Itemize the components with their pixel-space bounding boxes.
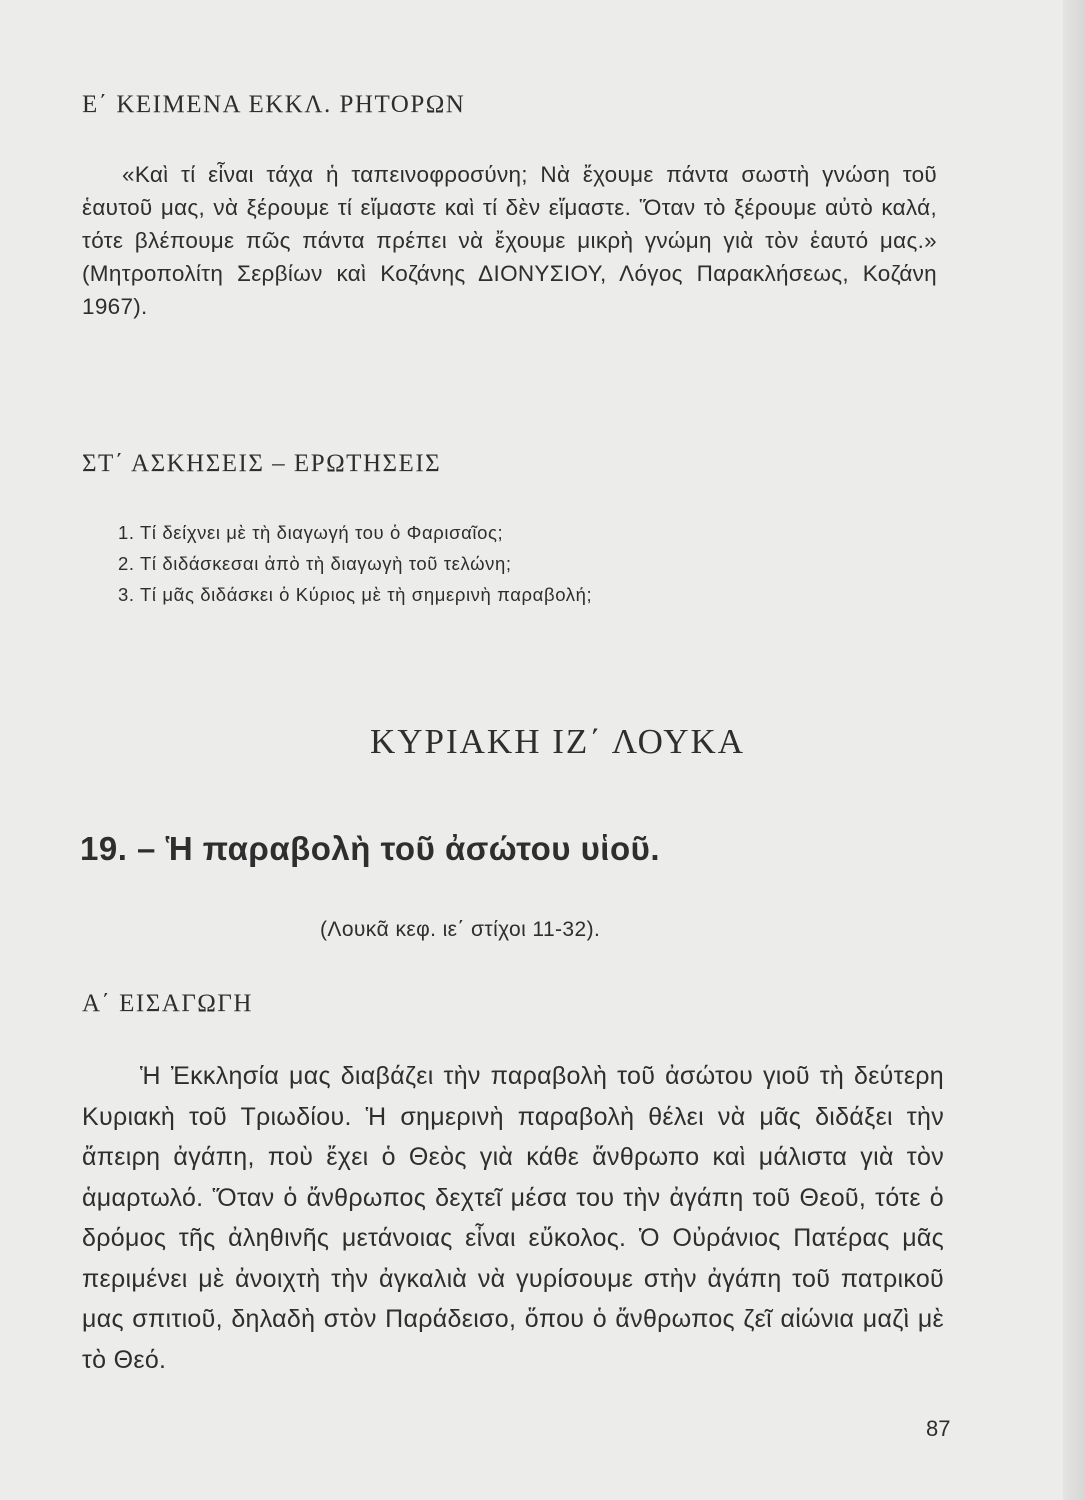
section-e-heading: Ε΄ ΚΕΙΜΕΝΑ ΕΚΚΛ. ΡΗΤΟΡΩΝ (82, 91, 466, 118)
question-item: 2. Τί διδάσκεσαι ἀπὸ τὴ διαγωγὴ τοῦ τελώνη; (118, 553, 512, 574)
question-item: 3. Τί μᾶς διδάσκει ὁ Κύριος μὲ τὴ σημερινὴ παραβολή; (118, 584, 593, 605)
introduction-paragraph (82, 1056, 944, 1380)
section-st-heading: ΣΤ΄ ΑΣΚΗΣΕΙΣ – ΕΡΩΤΗΣΕΙΣ (82, 450, 442, 477)
sunday-title: ΚΥΡΙΑΚΗ ΙΖ΄ ΛΟΥΚΑ (369, 722, 746, 761)
quote-text: «Καὶ τί εἶναι τάχα ἡ ταπεινοφροσύνη; Νὰ ἔχουμε πάντα σωστὴ γνώση τοῦ ἑαυτοῦ μας, νὰ ξέρουμε τί εἴμαστε καὶ τί δὲν εἴμαστε. Ὅταν τὸ ξέρουμε αὐτὸ καλά, τότε βλέπουμε πῶς πάντα πρέπει νὰ ἔχουμε μικρὴ γνώμη γιὰ τὸν ἑαυτό μας.» (Μητροπολίτη Σερβίων καὶ Κοζάνης ΔΙΟΝΥΣΙΟΥ, Λόγος Παρακλήσεως, Κοζάνη 1967). (82, 162, 937, 319)
page-number: 87 (926, 1416, 951, 1441)
lesson-title: 19. – Ἡ παραβολὴ τοῦ ἀσώτου υἱοῦ. (80, 830, 661, 867)
scripture-reference: (Λουκᾶ κεφ. ιε΄ στίχοι 11-32). (320, 918, 601, 941)
questions-list (118, 517, 592, 610)
section-a-heading: Α΄ ΕΙΣΑΓΩΓΗ (82, 990, 253, 1017)
question-item: 1. Τί δείχνει μὲ τὴ διαγωγή του ὁ Φαρισαῖος; (118, 522, 504, 543)
introduction-text: Ἡ Ἐκκλησία μας διαβάζει τὴν παραβολὴ τοῦ ἀσώτου γιοῦ τὴ δεύτερη Κυριακὴ τοῦ Τριωδίου. Ἡ σημερινὴ παραβολὴ θέλει νὰ μᾶς διδάξει τὴν ἄπειρη ἀγάπη, ποὺ ἔχει ὁ Θεὸς γιὰ κάθε ἄνθρωπο καὶ μάλιστα γιὰ τὸν ἁμαρτωλό. Ὅταν ὁ ἄνθρωπος δεχτεῖ μέσα του τὴν ἀγάπη τοῦ Θεοῦ, τότε ὁ δρόμος τῆς ἀληθινῆς μετάνοιας εἶναι εὔκολος. Ὁ Οὐράνιος Πατέρας μᾶς περιμένει μὲ ἀνοιχτὴ τὴν ἀγκαλιὰ νὰ γυρίσουμε στὴν ἀγάπη τοῦ πατρικοῦ μας σπιτιοῦ, δηλαδὴ στὸν Παράδεισο, ὅπου ὁ ἄνθρωπος ζεῖ αἰώνια μαζὶ μὲ τὸ Θεό. (82, 1062, 944, 1374)
section-e-quote (82, 158, 937, 323)
